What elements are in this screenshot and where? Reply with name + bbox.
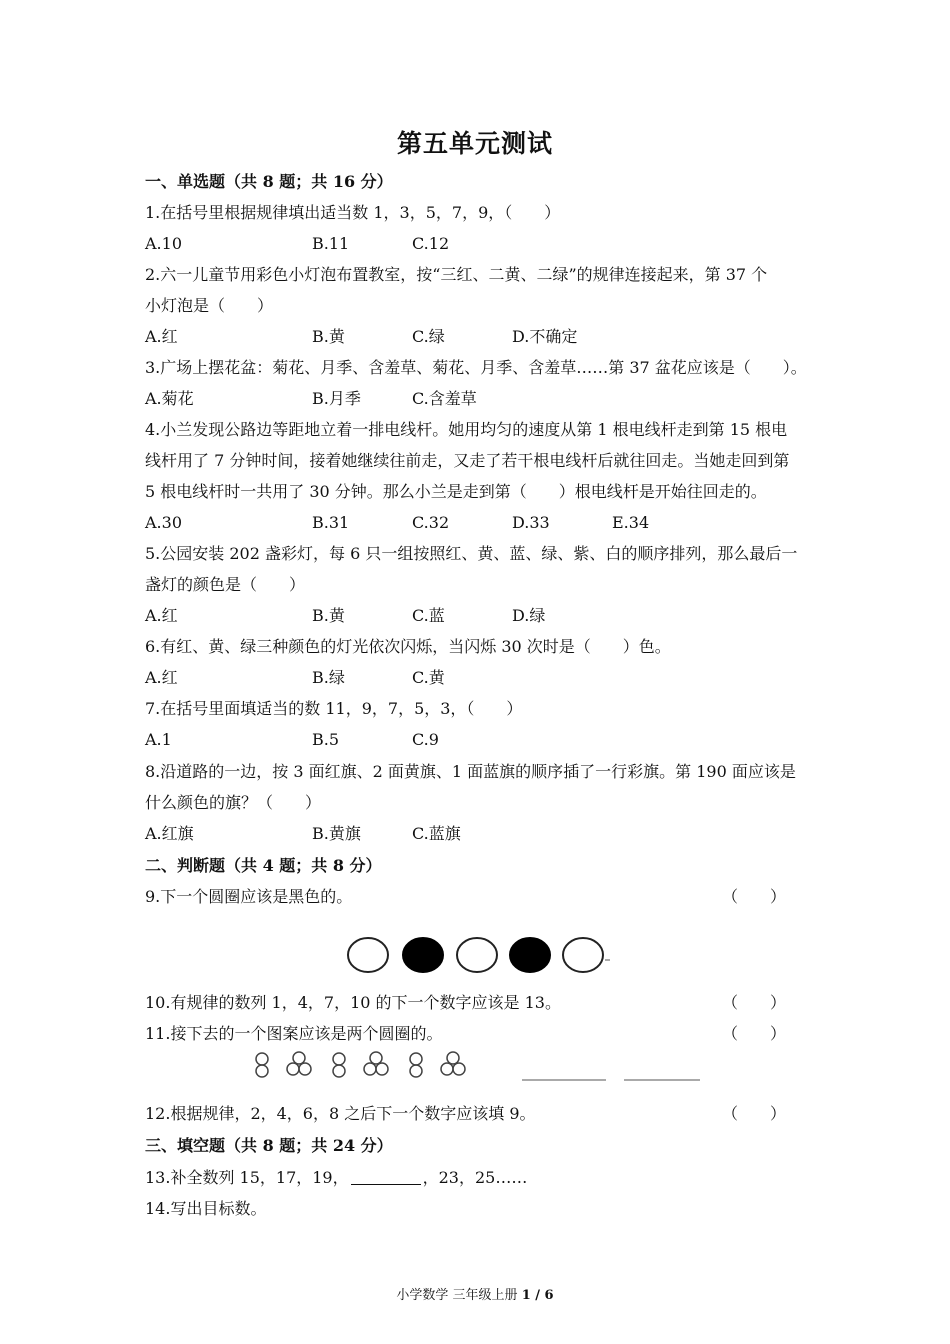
q11-answer-paren[interactable]: （ ） bbox=[722, 1024, 787, 1043]
question-8-line-1: 8.沿道路的一边，按 3 面红旗、2 面黄旗、1 面蓝旗的顺序插了一行彩旗。第 190 面应该是 bbox=[145, 762, 796, 781]
circle-pattern-figure bbox=[340, 930, 620, 980]
q8-option-a[interactable]: A.红旗 bbox=[145, 824, 194, 843]
q9-answer-paren[interactable]: （ ） bbox=[722, 887, 787, 906]
question-11: 11.接下去的一个图案应该是两个圆圈的。 bbox=[145, 1024, 443, 1043]
question-8-line-2: 什么颜色的旗？（ ） bbox=[145, 793, 322, 812]
question-9: 9.下一个圆圈应该是黑色的。 bbox=[145, 887, 353, 906]
q6-option-a[interactable]: A.红 bbox=[145, 668, 178, 687]
q7-option-a[interactable]: A.1 bbox=[145, 730, 172, 749]
q3-option-b[interactable]: B.月季 bbox=[312, 389, 361, 408]
section-heading-single-choice: 一、单选题（共 8 题；共 16 分） bbox=[145, 172, 393, 191]
footer-page-number: 1 / 6 bbox=[521, 1288, 554, 1303]
page-title: 第五单元测试 bbox=[396, 129, 553, 158]
q5-option-c[interactable]: C.蓝 bbox=[412, 606, 445, 625]
q8-option-c[interactable]: C.蓝旗 bbox=[412, 824, 461, 843]
q5-option-b[interactable]: B.黄 bbox=[312, 606, 345, 625]
question-10: 10.有规律的数列 1，4，7，10 的下一个数字应该是 13。 bbox=[145, 993, 561, 1012]
white-circle-icon bbox=[457, 938, 497, 972]
q4-option-b[interactable]: B.31 bbox=[312, 513, 350, 532]
q7-option-c[interactable]: C.9 bbox=[412, 730, 439, 749]
q8-option-b[interactable]: B.黄旗 bbox=[312, 824, 361, 843]
question-5-line-2: 盏灯的颜色是（ ） bbox=[145, 575, 306, 594]
question-4-line-3: 5 根电线杆时一共用了 30 分钟。那么小兰是走到第（ ）根电线杆是开始往回走的。 bbox=[145, 482, 767, 501]
q6-option-b[interactable]: B.绿 bbox=[312, 668, 345, 687]
q2-option-d[interactable]: D.不确定 bbox=[512, 327, 578, 346]
question-3: 3.广场上摆花盆：菊花、月季、含羞草、菊花、月季、含羞草……第 37 盆花应该是（ ）。 bbox=[145, 358, 807, 377]
q1-option-b[interactable]: B.11 bbox=[312, 234, 350, 253]
black-circle-icon bbox=[510, 938, 550, 972]
q13-answer-blank[interactable] bbox=[351, 1168, 421, 1185]
q13-text-before: 13.补全数列 15，17，19， bbox=[145, 1168, 349, 1187]
q2-option-a[interactable]: A.红 bbox=[145, 327, 178, 346]
q5-option-d[interactable]: D.绿 bbox=[512, 606, 546, 625]
question-4-line-1: 4.小兰发现公路边等距地立着一排电线杆。她用均匀的速度从第 1 根电线杆走到第 15 根电 bbox=[145, 420, 788, 439]
question-13 bbox=[145, 1168, 527, 1188]
page-footer bbox=[0, 1284, 950, 1303]
q3-option-c[interactable]: C.含羞草 bbox=[412, 389, 477, 408]
q2-option-c[interactable]: C.绿 bbox=[412, 327, 445, 346]
q6-option-c[interactable]: C.黄 bbox=[412, 668, 445, 687]
q5-option-a[interactable]: A.红 bbox=[145, 606, 178, 625]
question-2-line-1: 2.六一儿童节用彩色小灯泡布置教室，按“三红、二黄、二绿”的规律连接起来，第 37 个 bbox=[145, 265, 768, 284]
q4-option-d[interactable]: D.33 bbox=[512, 513, 550, 532]
question-2-line-2: 小灯泡是（ ） bbox=[145, 296, 274, 315]
black-circle-icon bbox=[403, 938, 443, 972]
question-6: 6.有红、黄、绿三种颜色的灯光依次闪烁，当闪烁 30 次时是（ ）色。 bbox=[145, 637, 671, 656]
question-12: 12.根据规律，2，4，6，8 之后下一个数字应该填 9。 bbox=[145, 1104, 536, 1123]
white-circle-icon bbox=[348, 938, 388, 972]
question-14: 14.写出目标数。 bbox=[145, 1199, 267, 1218]
question-1: 1.在括号里根据规律填出适当数 1，3，5，7，9，（ ） bbox=[145, 203, 561, 222]
q4-option-c[interactable]: C.32 bbox=[412, 513, 450, 532]
circle-group-pattern-figure bbox=[250, 1048, 710, 1088]
q2-option-b[interactable]: B.黄 bbox=[312, 327, 345, 346]
question-5-line-1: 5.公园安装 202 盏彩灯，每 6 只一组按照红、黄、蓝、绿、紫、白的顺序排列，那么最后一 bbox=[145, 544, 798, 563]
white-circle-icon bbox=[563, 938, 603, 972]
section-heading-fill-in: 三、填空题（共 8 题；共 24 分） bbox=[145, 1136, 393, 1155]
q3-option-a[interactable]: A.菊花 bbox=[145, 389, 194, 408]
q10-answer-paren[interactable]: （ ） bbox=[722, 993, 787, 1012]
q4-option-a[interactable]: A.30 bbox=[145, 513, 182, 532]
q12-answer-paren[interactable]: （ ） bbox=[722, 1104, 787, 1123]
footer-subject: 小学数学 三年级上册 bbox=[396, 1288, 522, 1303]
q1-option-a[interactable]: A.10 bbox=[145, 234, 182, 253]
q7-option-b[interactable]: B.5 bbox=[312, 730, 340, 749]
question-7: 7.在括号里面填适当的数 11，9，7，5，3，（ ） bbox=[145, 699, 523, 718]
q1-option-c[interactable]: C.12 bbox=[412, 234, 450, 253]
question-4-line-2: 线杆用了 7 分钟时间，接着她继续往前走，又走了若干根电线杆后就往回走。当她走回到第 bbox=[145, 451, 790, 470]
q13-text-after: ，23，25…… bbox=[422, 1168, 528, 1187]
q4-option-e[interactable]: E.34 bbox=[612, 513, 650, 532]
section-heading-true-false: 二、判断题（共 4 题；共 8 分） bbox=[145, 856, 382, 875]
